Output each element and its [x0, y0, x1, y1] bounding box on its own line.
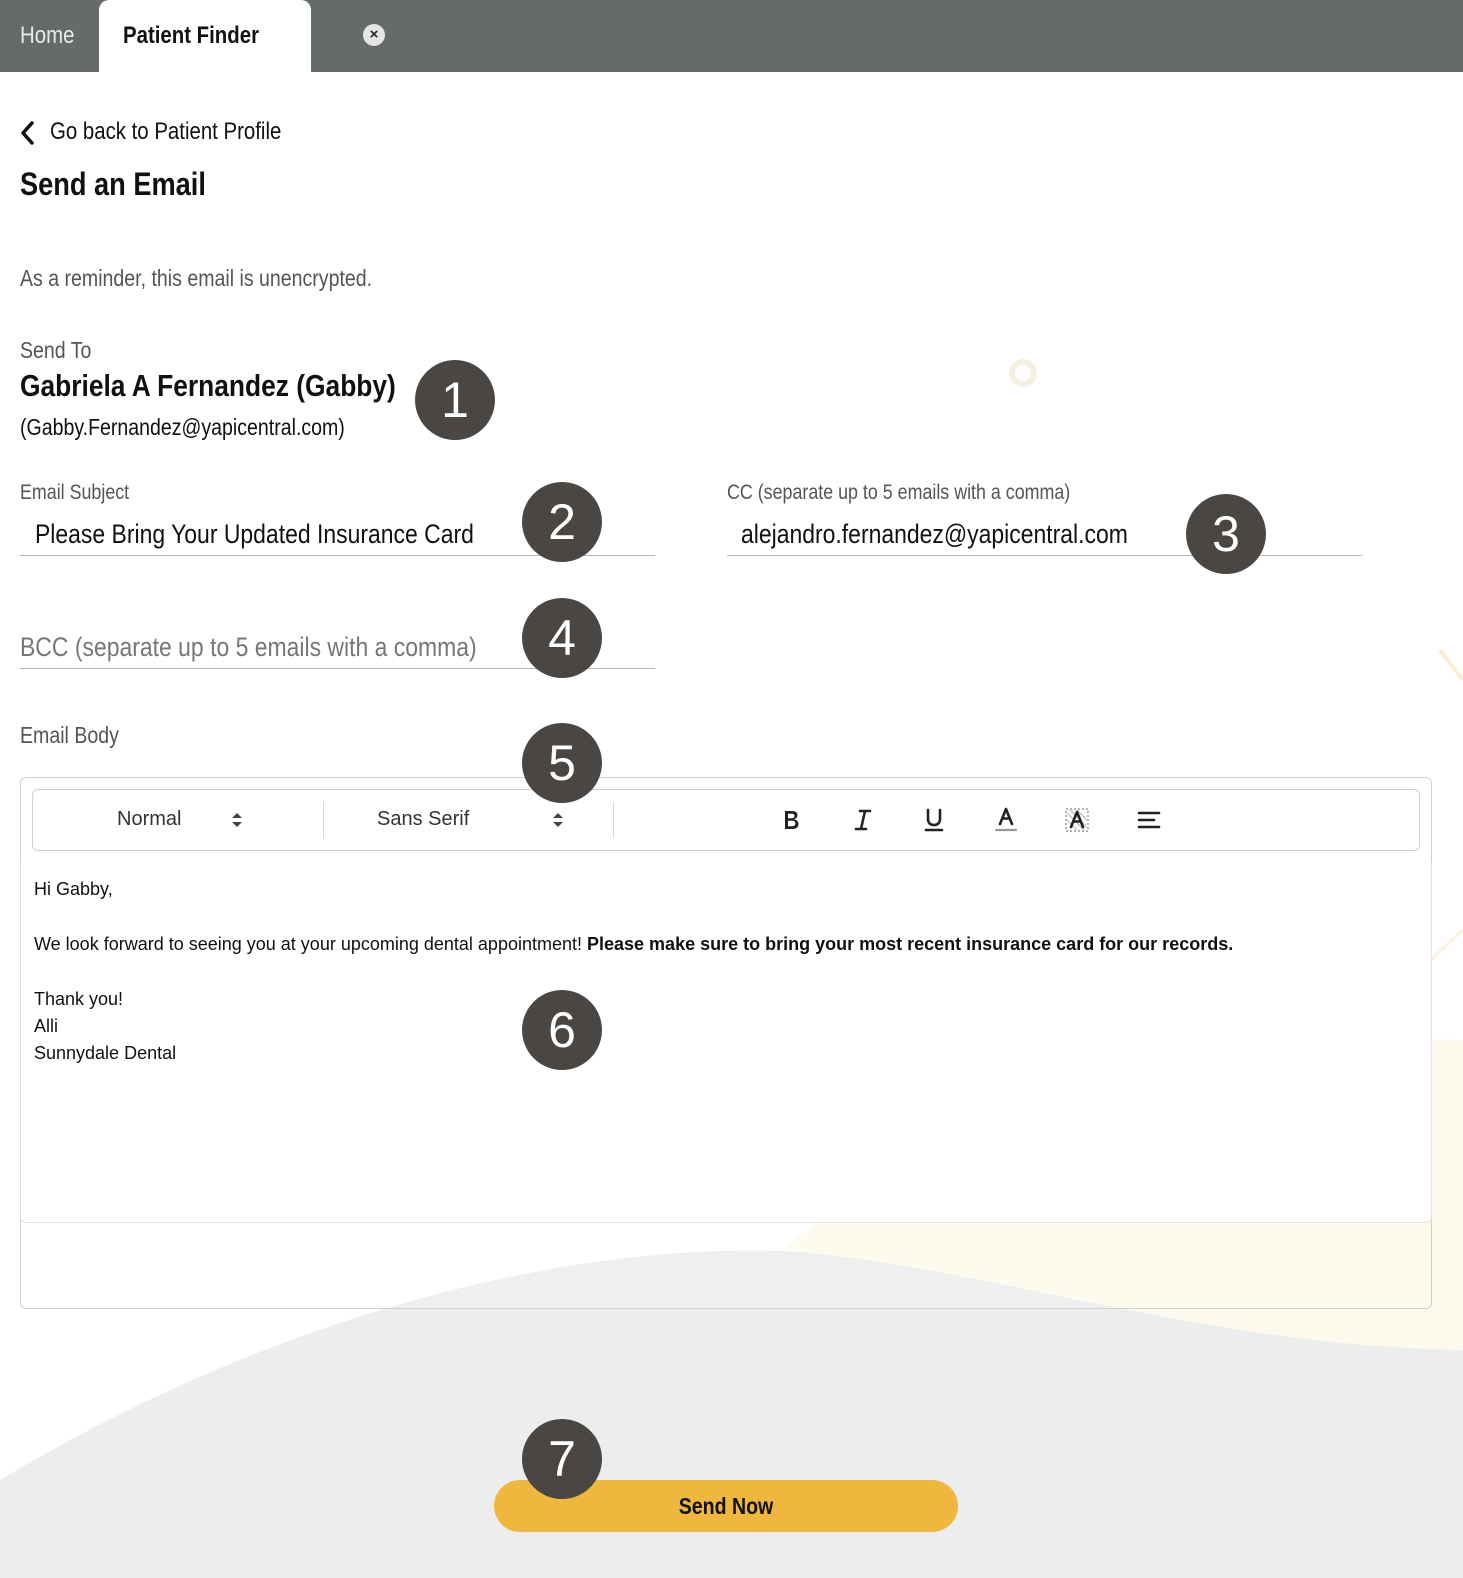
select-caret-icon [231, 810, 243, 830]
send-to-label: Send To [20, 337, 92, 363]
editor-toolbar [32, 789, 1420, 851]
tab-patient-finder[interactable] [99, 0, 379, 72]
format-select-value: Normal [117, 808, 182, 830]
page-title: Send an Email [20, 166, 206, 202]
body-main-line [34, 934, 1233, 955]
italic-icon[interactable] [847, 804, 879, 836]
recipient-name: Gabriela A Fernandez (Gabby) [20, 368, 396, 403]
annotation-badge-2: 2 [522, 482, 602, 562]
subject-label: Email Subject [20, 481, 130, 504]
encryption-reminder: As a reminder, this email is unencrypted. [20, 265, 373, 291]
email-body-editor[interactable] [20, 862, 1432, 1223]
cc-value: alejandro.fernandez@yapicentral.com [741, 519, 1128, 549]
body-practice: Sunnydale Dental [34, 1043, 177, 1063]
background-color-icon[interactable] [1061, 804, 1093, 836]
bcc-placeholder: BCC (separate up to 5 emails with a comma) [20, 632, 477, 662]
underline-icon[interactable] [918, 804, 950, 836]
toolbar-divider [613, 802, 614, 838]
recipient-email: (Gabby.Fernandez@yapicentral.com) [20, 414, 345, 440]
annotation-badge-1: 1 [415, 360, 495, 440]
annotation-badge-5: 5 [522, 723, 602, 803]
bold-icon[interactable] [775, 804, 807, 836]
cc-field[interactable] [727, 515, 1362, 556]
cc-label: CC (separate up to 5 emails with a comma) [727, 481, 1071, 504]
format-select[interactable] [33, 790, 323, 850]
body-greeting: Hi Gabby, [34, 879, 113, 899]
chevron-left-icon [20, 121, 36, 145]
close-icon[interactable]: × [363, 24, 385, 46]
align-icon[interactable] [1133, 804, 1165, 836]
tab-patient-finder-label: Patient Finder [123, 22, 260, 49]
subject-value: Please Bring Your Updated Insurance Card [35, 519, 474, 549]
body-line-regular: We look forward to seeing you at your upcoming dental appointment! [34, 934, 587, 954]
font-select-value: Sans Serif [377, 808, 470, 830]
annotation-badge-7: 7 [522, 1419, 602, 1499]
annotation-badge-3: 3 [1186, 494, 1266, 574]
text-color-icon[interactable] [990, 804, 1022, 836]
body-signer: Alli [34, 1016, 59, 1036]
annotation-badge-6: 6 [522, 990, 602, 1070]
body-closing: Thank you! [34, 989, 124, 1009]
body-line-bold: Please make sure to bring your most recent insurance card for our records. [587, 934, 1234, 954]
tab-home[interactable]: Home [20, 22, 75, 49]
annotation-badge-4: 4 [522, 598, 602, 678]
back-link-label: Go back to Patient Profile [50, 118, 282, 145]
send-now-label: Send Now [678, 1492, 774, 1519]
tab-bar [0, 0, 1463, 72]
select-caret-icon [552, 810, 564, 830]
email-body-label: Email Body [20, 722, 119, 748]
